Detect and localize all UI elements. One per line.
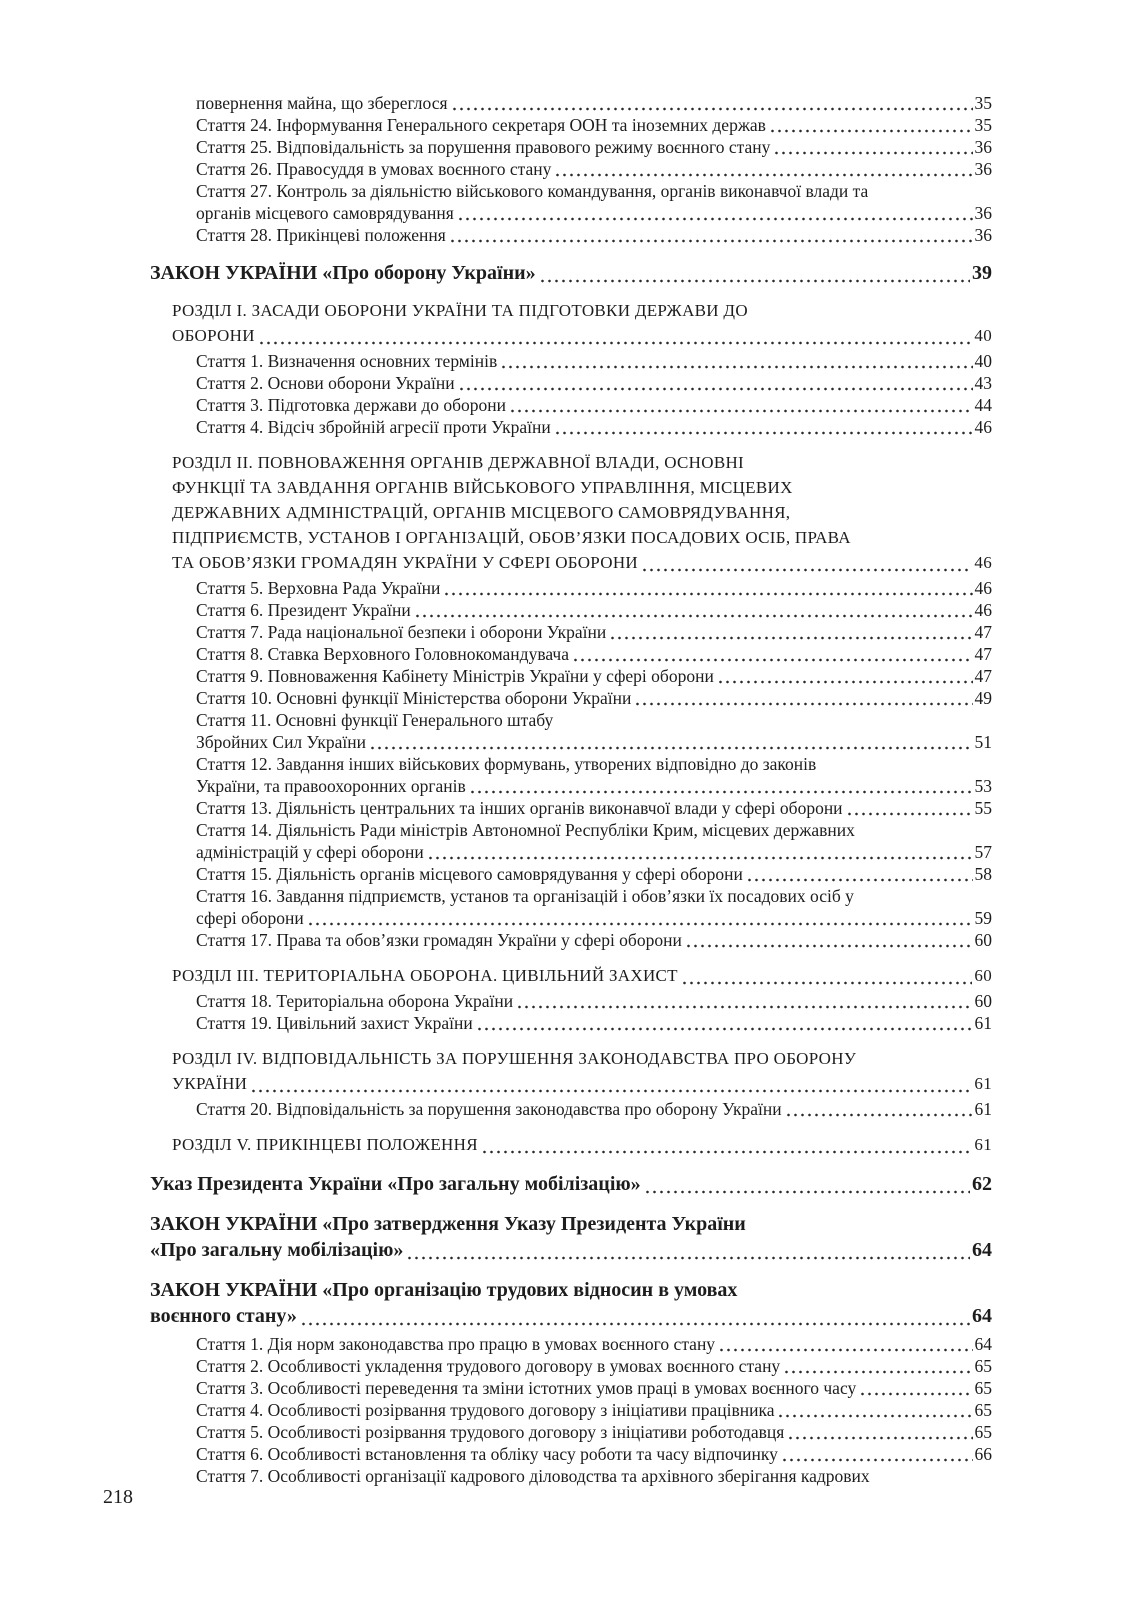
- toc-entry-text: Стаття 1. Дія норм законодавства про працю в умовах воєнного стану: [196, 1334, 716, 1354]
- toc-entry-article: [150, 1465, 992, 1487]
- toc-page-number: 61: [974, 1099, 992, 1119]
- toc-entry-last-line: [196, 92, 992, 114]
- toc-entry-text: Стаття 2. Особливості укладення трудового договору в умовах воєнного стану: [196, 1356, 781, 1376]
- dot-leader: [634, 702, 972, 706]
- toc-page-number: 40: [974, 351, 992, 371]
- toc-entry-line: Стаття 12. Завдання інших військових формувань, утворених відповідно до законів: [196, 754, 817, 774]
- dot-leader: [300, 1322, 970, 1326]
- toc-entry-text: Стаття 8. Ставка Верховного Головнокомандувача: [196, 644, 569, 664]
- toc-entry-article: [150, 687, 992, 709]
- toc-entry-last-line: [196, 202, 992, 224]
- toc-entry-article: [150, 643, 992, 665]
- page-number-footer: 218: [103, 1486, 133, 1508]
- dot-leader: [641, 568, 972, 572]
- toc-page-number: 65: [974, 1378, 992, 1398]
- dot-leader: [414, 614, 973, 618]
- dot-leader: [481, 1150, 973, 1154]
- dot-leader: [773, 151, 972, 155]
- toc-page-number: 62: [972, 1173, 992, 1195]
- toc-entry-article: [150, 577, 992, 599]
- toc-entry-last-line: [196, 599, 992, 621]
- dot-leader: [406, 1256, 970, 1260]
- dot-leader: [685, 944, 973, 948]
- toc-entry-last-line: [150, 1303, 992, 1329]
- toc-entry-article: [150, 1377, 992, 1399]
- dot-leader: [307, 922, 973, 926]
- dot-leader: [258, 341, 973, 345]
- toc-entry-law: [150, 1277, 992, 1329]
- toc-entry-article: [150, 416, 992, 438]
- toc-page-number: 61: [974, 1013, 992, 1033]
- toc-entry-text: Стаття 9. Повноваження Кабінету Міністрів України у сфері оборони: [196, 666, 714, 686]
- toc-entry-section: [150, 963, 992, 988]
- toc-entry-last-line: [150, 260, 992, 286]
- toc-entry-last-line: [196, 1399, 992, 1421]
- toc-entry-last-line: [196, 731, 992, 753]
- toc-entry-article: [150, 990, 992, 1012]
- toc-entry-last-line: [196, 643, 992, 665]
- toc-entry-text: УКРАЇНИ: [172, 1074, 248, 1093]
- dot-leader: [718, 1348, 972, 1352]
- toc-entry-line: Стаття 27. Контроль за діяльністю військового командування, органів виконавчої влади та: [196, 181, 869, 201]
- toc-entry-last-line: [196, 841, 992, 863]
- toc-entry-text: РОЗДІЛ III. ТЕРИТОРІАЛЬНА ОБОРОНА. ЦИВІЛЬНИЙ ЗАХИСТ: [172, 966, 678, 985]
- toc-entry-article: [150, 158, 992, 180]
- toc-entry-last-line: [196, 1098, 992, 1120]
- toc-page-number: 36: [974, 137, 992, 157]
- toc-entry-line: ЗАКОН УКРАЇНИ «Про затвердження Указу Президента України: [150, 1213, 746, 1235]
- toc-entry-article: [150, 665, 992, 687]
- toc-entry-last-line: [172, 1132, 992, 1157]
- toc-page-number: 53: [974, 776, 992, 796]
- dot-leader: [469, 790, 973, 794]
- toc-entry-article: [150, 599, 992, 621]
- toc-entry-section: [150, 1046, 992, 1096]
- toc-page-number: 61: [974, 1135, 992, 1154]
- toc-entry-text: Стаття 13. Діяльність центральних та інших органів виконавчої влади у сфері оборони: [196, 798, 843, 818]
- dot-leader: [746, 878, 973, 882]
- toc-page-number: 35: [974, 115, 992, 135]
- toc-entry-text: воєнного стану»: [150, 1305, 297, 1327]
- dot-leader: [509, 409, 972, 413]
- toc-page-number: 44: [974, 395, 992, 415]
- toc-entry-text: Стаття 20. Відповідальність за порушення законодавства про оборону України: [196, 1099, 782, 1119]
- toc-entry-text: Стаття 3. Особливості переведення та зміни істотних умов праці в умовах воєнного часу: [196, 1378, 857, 1398]
- toc-entry-text: Указ Президента України «Про загальну мобілізацію»: [150, 1173, 641, 1195]
- toc-entry-text: Стаття 26. Правосуддя в умовах воєнного стану: [196, 159, 552, 179]
- dot-leader: [250, 1089, 972, 1093]
- toc-entry-last-line: [196, 797, 992, 819]
- toc-entry-last-line: [196, 350, 992, 372]
- toc-entry-text: ЗАКОН УКРАЇНИ «Про оборону України»: [150, 262, 536, 284]
- toc-page-number: 51: [974, 732, 992, 752]
- toc-page-number: 35: [974, 93, 992, 113]
- toc-page-number: 64: [972, 1305, 992, 1327]
- toc-page-number: 36: [974, 159, 992, 179]
- toc-entry-last-line: [196, 775, 992, 797]
- dot-leader: [554, 431, 973, 435]
- dot-leader: [500, 365, 972, 369]
- toc-page-number: 66: [974, 1444, 992, 1464]
- toc-entry-text: органів місцевого самоврядування: [196, 203, 454, 223]
- toc-page-number: 47: [974, 644, 992, 664]
- toc-page-number: 49: [974, 688, 992, 708]
- toc-entry-line: РОЗДІЛ I. ЗАСАДИ ОБОРОНИ УКРАЇНИ ТА ПІДГОТОВКИ ДЕРЖАВИ ДО: [172, 301, 748, 320]
- toc-entry-line: Стаття 14. Діяльність Ради міністрів Автономної Республіки Крим, місцевих державних: [196, 820, 855, 840]
- toc-entry-article: [150, 180, 992, 224]
- toc-entry-text: Стаття 25. Відповідальність за порушення правового режиму воєнного стану: [196, 137, 771, 157]
- toc-entry-text: ОБОРОНИ: [172, 326, 255, 345]
- toc-entry-text: Стаття 5. Особливості розірвання трудового договору з ініціативи роботодавця: [196, 1422, 785, 1442]
- dot-leader: [846, 812, 973, 816]
- toc-entry-article: [150, 1012, 992, 1034]
- dot-leader: [644, 1190, 970, 1194]
- dot-leader: [785, 1113, 973, 1117]
- dot-leader: [572, 658, 973, 662]
- toc-entry-last-line: [196, 1377, 992, 1399]
- dot-leader: [539, 279, 970, 283]
- toc-entry-article: [150, 753, 992, 797]
- toc-entry-text: сфері оборони: [196, 908, 304, 928]
- toc-entry-last-line: [196, 1012, 992, 1034]
- toc-entry-last-line: [196, 372, 992, 394]
- toc-entry-last-line: [196, 1421, 992, 1443]
- toc-entry-line: РОЗДІЛ II. ПОВНОВАЖЕННЯ ОРГАНІВ ДЕРЖАВНОЇ ВЛАДИ, ОСНОВНІ: [172, 453, 745, 472]
- toc-entry-text: РОЗДІЛ V. ПРИКІНЦЕВІ ПОЛОЖЕННЯ: [172, 1135, 478, 1154]
- dot-leader: [783, 1370, 972, 1374]
- toc-page-number: 59: [974, 908, 992, 928]
- toc-page-number: 65: [974, 1422, 992, 1442]
- toc-entry-article: [150, 709, 992, 753]
- toc-entry-text: «Про загальну мобілізацію»: [150, 1239, 404, 1261]
- toc-entry-article: [150, 1333, 992, 1355]
- toc-page-number: 61: [974, 1074, 992, 1093]
- dot-leader: [427, 856, 973, 860]
- toc-entry-last-line: [196, 224, 992, 246]
- toc-entry-text: ТА ОБОВ’ЯЗКИ ГРОМАДЯН УКРАЇНИ У СФЕРІ ОБОРОНИ: [172, 553, 638, 572]
- toc-entry-text: Стаття 1. Визначення основних термінів: [196, 351, 498, 371]
- toc-page-number: 60: [974, 930, 992, 950]
- toc-entry-last-line: [196, 416, 992, 438]
- toc-entry-article: [150, 224, 992, 246]
- toc-entry-text: Стаття 2. Основи оборони України: [196, 373, 455, 393]
- toc-entry-last-line: [196, 1465, 992, 1487]
- toc-entry-text: Стаття 17. Права та обов’язки громадян України у сфері оборони: [196, 930, 682, 950]
- toc-entry-text: Стаття 28. Прикінцеві положення: [196, 225, 446, 245]
- toc-entry-last-line: [196, 577, 992, 599]
- dot-leader: [443, 592, 972, 596]
- dot-leader: [781, 1458, 973, 1462]
- toc-entry-text: Стаття 15. Діяльність органів місцевого самоврядування у сфері оборони: [196, 864, 743, 884]
- toc-entry-last-line: [196, 1355, 992, 1377]
- toc-page-number: 57: [974, 842, 992, 862]
- dot-leader: [457, 217, 973, 221]
- toc-page-number: 60: [974, 966, 992, 985]
- toc-entry-text: Стаття 19. Цивільний захист України: [196, 1013, 473, 1033]
- toc-page-number: 46: [974, 578, 992, 598]
- toc-entry-article: [150, 1399, 992, 1421]
- toc-entry-last-line: [150, 1171, 992, 1197]
- dot-leader: [717, 680, 973, 684]
- toc-entry-article: [150, 350, 992, 372]
- toc-entry-text: Стаття 18. Територіальна оборона України: [196, 991, 514, 1011]
- toc-entry-article: [150, 394, 992, 416]
- toc-entry-law: [150, 260, 992, 286]
- dot-leader: [777, 1414, 972, 1418]
- toc-entry-article: [150, 1421, 992, 1443]
- toc-entry-article: [150, 929, 992, 951]
- dot-leader: [681, 981, 973, 985]
- toc-entry-text: Стаття 4. Відсіч збройній агресії проти України: [196, 417, 551, 437]
- toc-entry-text: Стаття 6. Особливості встановлення та обліку часу роботи та часу відпочинку: [196, 1444, 778, 1464]
- toc-entry-section: [150, 1132, 992, 1157]
- toc-entry-line: ФУНКЦІЇ ТА ЗАВДАННЯ ОРГАНІВ ВІЙСЬКОВОГО УПРАВЛІННЯ, МІСЦЕВИХ: [172, 478, 793, 497]
- toc-entry-article: [150, 885, 992, 929]
- dot-leader: [859, 1392, 972, 1396]
- toc-entry-article: [150, 797, 992, 819]
- toc-entry-text: повернення майна, що збереглося: [196, 93, 448, 113]
- toc-page-number: 40: [974, 326, 992, 345]
- toc-entry-article: [150, 114, 992, 136]
- toc-entry-last-line: [172, 963, 992, 988]
- toc-page-number: 46: [974, 417, 992, 437]
- toc-page-number: 55: [974, 798, 992, 818]
- toc-entry-last-line: [172, 1071, 992, 1096]
- dot-leader: [516, 1005, 972, 1009]
- toc-page-number: 60: [974, 991, 992, 1011]
- toc-list: [150, 92, 992, 1487]
- dot-leader: [554, 173, 972, 177]
- dot-leader: [609, 636, 972, 640]
- toc-entry-last-line: [196, 907, 992, 929]
- toc-entry-line: ПІДПРИЄМСТВ, УСТАНОВ І ОРГАНІЗАЦІЙ, ОБОВ’ЯЗКИ ПОСАДОВИХ ОСІБ, ПРАВА: [172, 528, 851, 547]
- toc-entry-text: Стаття 5. Верховна Рада України: [196, 578, 441, 598]
- dot-leader: [769, 129, 973, 133]
- toc-entry-article: [150, 1443, 992, 1465]
- toc-entry-law: [150, 1211, 992, 1263]
- toc-entry-decree: [150, 1171, 992, 1197]
- toc-entry-last-line: [196, 687, 992, 709]
- toc-entry-last-line: [196, 929, 992, 951]
- dot-leader: [476, 1027, 973, 1031]
- toc-entry-article: [150, 136, 992, 158]
- toc-entry-text: Стаття 7. Рада національної безпеки і оборони України: [196, 622, 607, 642]
- toc-entry-line: ДЕРЖАВНИХ АДМІНІСТРАЦІЙ, ОРГАНІВ МІСЦЕВОГО САМОВРЯДУВАННЯ,: [172, 503, 791, 522]
- toc-entry-section: [150, 450, 992, 575]
- toc-entry-text: Стаття 10. Основні функції Міністерства оборони України: [196, 688, 632, 708]
- toc-entry-last-line: [196, 665, 992, 687]
- toc-entry-last-line: [196, 863, 992, 885]
- toc-entry-last-line: [196, 158, 992, 180]
- toc-entry-last-line: [196, 621, 992, 643]
- toc-entry-article: [150, 621, 992, 643]
- toc-page-number: 65: [974, 1356, 992, 1376]
- toc-entry-last-line: [196, 1333, 992, 1355]
- toc-page-number: 47: [974, 666, 992, 686]
- toc-entry-section: [150, 298, 992, 348]
- toc-page-number: 39: [972, 262, 992, 284]
- toc-entry-last-line: [172, 323, 992, 348]
- toc-page-number: 64: [974, 1334, 992, 1354]
- toc-entry-text: України, та правоохоронних органів: [196, 776, 466, 796]
- toc-entry-last-line: [196, 1443, 992, 1465]
- toc-page-number: 46: [974, 600, 992, 620]
- dot-leader: [369, 746, 972, 750]
- dot-leader: [451, 107, 973, 111]
- toc-entry-article: [150, 372, 992, 394]
- toc-entry-text: адміністрацій у сфері оборони: [196, 842, 424, 862]
- dot-leader: [787, 1436, 972, 1440]
- toc-entry-text: Стаття 24. Інформування Генерального секретаря ООН та іноземних держав: [196, 115, 766, 135]
- toc-entry-line: РОЗДІЛ IV. ВІДПОВІДАЛЬНІСТЬ ЗА ПОРУШЕННЯ ЗАКОНОДАВСТВА ПРО ОБОРОНУ: [172, 1049, 857, 1068]
- toc-page-number: 64: [972, 1239, 992, 1261]
- toc-entry-line: Стаття 16. Завдання підприємств, установ та організацій і обов’язки їх посадових осіб у: [196, 886, 854, 906]
- toc-entry-article: [150, 1355, 992, 1377]
- toc-entry-last-line: [196, 990, 992, 1012]
- toc-page-number: 65: [974, 1400, 992, 1420]
- toc-entry-line: ЗАКОН УКРАЇНИ «Про організацію трудових відносин в умовах: [150, 1279, 738, 1301]
- toc-page-number: 36: [974, 225, 992, 245]
- toc-entry-text: Стаття 4. Особливості розірвання трудового договору з ініціативи працівника: [196, 1400, 775, 1420]
- toc-entry-text: Стаття 6. Президент України: [196, 600, 411, 620]
- toc-entry-last-line: [150, 1237, 992, 1263]
- toc-page-number: 47: [974, 622, 992, 642]
- toc-entry-article: [150, 92, 992, 114]
- toc-entry-line: Стаття 11. Основні функції Генерального штабу: [196, 710, 554, 730]
- dot-leader: [449, 239, 973, 243]
- toc-entry-article: [150, 1098, 992, 1120]
- toc-entry-text: Стаття 7. Особливості організації кадрового діловодства та архівного зберігання кадрових: [196, 1466, 870, 1486]
- toc-entry-article: [150, 819, 992, 863]
- toc-page-number: 36: [974, 203, 992, 223]
- toc-entry-last-line: [172, 550, 992, 575]
- toc-entry-text: Збройних Сил України: [196, 732, 367, 752]
- toc-entry-last-line: [196, 394, 992, 416]
- toc-page-number: 58: [974, 864, 992, 884]
- toc-entry-article: [150, 863, 992, 885]
- toc-entry-last-line: [196, 114, 992, 136]
- toc-page-number: 46: [974, 553, 992, 572]
- toc-entry-last-line: [196, 136, 992, 158]
- toc-page-number: 43: [974, 373, 992, 393]
- toc-entry-text: Стаття 3. Підготовка держави до оборони: [196, 395, 507, 415]
- dot-leader: [458, 387, 973, 391]
